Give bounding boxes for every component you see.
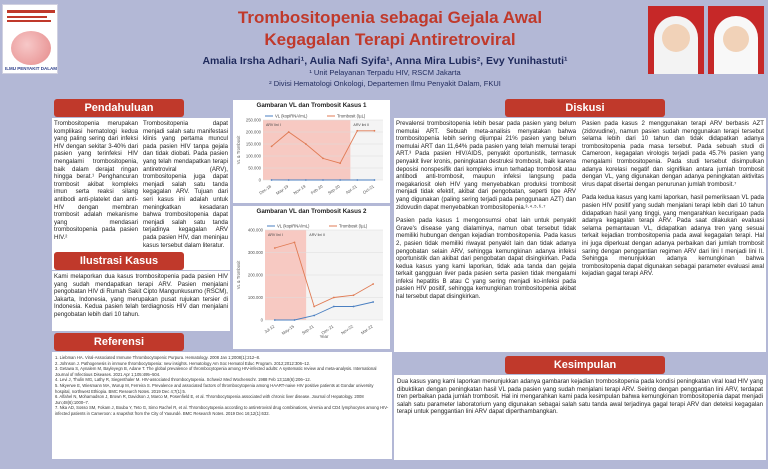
ilustrasi-box: [52, 271, 230, 331]
poster-title-line2: Kegagalan Terapi Antiretroviral: [264, 30, 516, 49]
reference-item: 6. Alfahel N, Mohamadson J, Brown R, Davidson J, Marco M, Posenfield E, et al. Thrombocytopenia associated with chronic liver disease. Journal of Hepatology. 2008 Jun;48(6):1000–7.: [55, 394, 364, 405]
reference-item: 7. Nka AD, Sosso SM, Fokam J, Bouba Y, Teto G, Simo Rachel R, et al. Thrombocytopenia according to antiretroviral drug combinations, viremia and CD4 lymphocytes among HIV-infected patients in Cameroon: a snapshot from the City of Yaoundé. BMC Research Notes. 2019 Dec 16;12(1):632.: [55, 405, 389, 416]
chart-kasus-2: [233, 206, 390, 349]
chart-x-tick-label: May-19: [274, 183, 290, 196]
chart-point: [313, 315, 315, 317]
chart-x-tick-label: Apr-21: [344, 183, 358, 196]
chart-band: [350, 120, 383, 180]
reference-item: 4. Levi J, Thulin MG, Lathy R, Siegenthaler M. HIV-associated thrombocytopenia. Schweiz Med Wochenschr. 1988 Feb 13;118(6):206–12.: [55, 377, 311, 383]
logo-caption: ILMU PENYAKIT DALAM: [4, 66, 58, 71]
chart-point: [353, 294, 355, 296]
chart-y-tick-label: 50.000: [248, 165, 261, 171]
legend-label: Trombosit (/µL): [337, 113, 366, 119]
chart-band-label: ARV lini II: [353, 123, 370, 127]
reference-item: 1. Liebman HA. Viral-Associated Immune Thrombocytopenic Purpura. Hematology. 2008 Jan 1;2008(1):212–8.: [55, 355, 261, 360]
chart-2-svg: [233, 206, 390, 349]
chart-x-tick-label: Dec-18: [258, 183, 273, 196]
section-kesimpulan-title: Kesimpulan: [505, 356, 665, 374]
poster-title-line1: Trombositopenia sebagai Gejala Awal: [237, 8, 543, 27]
author-photo-2: [708, 6, 764, 74]
section-referensi-title: Referensi: [54, 333, 184, 351]
chart-1-svg: [233, 100, 390, 203]
chart-point: [372, 283, 374, 285]
diskusi-paragraph: Pasien pada kasus 1 mengonsumsi obat lain untuk penyakit Grave's disease yang dialaminya, namun obat tersebut tidak memiliki hubungan dengan kejadian trombositopenia. Pada kasus 2, pasien tidak memiliki riwayat penyakit lain dan tidak adanya pengobatan selain ARV, sehingga kemungkinan adanya infeksi oportunistik dan akibat dari pengobatan dapat disingkirkan. Pada kedua kasus yang kami laporkan, tidak ada tanda dan gejala terkait gangguan liver pada pasien serta pasien tidak mengalami infeksi hepatitis B atau C yang sering menjadi ko-infeksi pada pasien HIV positif, sehingga kemungkinan trombositopenia akibat hal tersebut dapat disingkirkan.: [396, 217, 576, 301]
chart-1-title: Gambaran VL dan Trombosit Kasus 1: [256, 102, 367, 109]
chart-y-tick-label: 200.000: [247, 272, 263, 278]
chart-y-tick-label: 300.000: [247, 250, 263, 255]
chart-x-tick-label: May-15: [280, 323, 296, 336]
chart-x-tick-label: Oct-21: [361, 183, 376, 196]
chart-y-tick-label: 250.000: [245, 117, 261, 123]
chart-point: [288, 179, 290, 181]
pendahuluan-text-col1: Trombositopenia merupakan komplikasi hematologi kedua yang paling sering dari infeksi HIV dengan sekitar 3-40% dari pasien yang terinfeksi HIV mengalami trombositopenia, baik dalam derajat ringan hingga berat.¹ Penghancuran trombosit akibat kompleks imun serta reaksi silang antibodi anti-platelet dan anti-HIV dengan membran trombosit adalah mekanisme yang mendasari trombositopenia pada pasien HIV.²: [54, 120, 138, 241]
chart-point: [294, 241, 296, 243]
chart-point: [339, 179, 341, 181]
chart-point: [374, 130, 376, 132]
chart-y-tick-label: 200.000: [245, 129, 261, 135]
chart-point: [333, 306, 335, 308]
ilustrasi-text: Kami melaporkan dua kasus trombositopenia pada pasien HIV yang sudah mendapatkan terapi ARV. Pasien menjalani pengobatan HIV di Rumah Sakit Cipto Mangunkusumo (RSCM), Jakarta, Indonesia, yang merupakan pusat rujukan tersier di Indonesia. Kedua pasien telah terdiagnosis HIV dan menjalani pengobatan lebih dari 10 tahun.: [54, 273, 228, 318]
chart-x-tick-label: Dec-21: [320, 323, 335, 336]
chart-point: [271, 179, 273, 181]
legend-label: Trombosit (/µL): [339, 223, 368, 229]
chart-point: [339, 162, 341, 164]
pendahuluan-text-col2: Trombositopenia dapat menjadi salah satu manifestasi klinis yang pertama muncul pada pasien HIV tanpa gejala dan tidak diobati. Pada pasien yang telah mendapatkan terapi antiretroviral (ARV), trombositopenia juga dapat menjadi salah satu tanda kegagalan ARV. Tujuan dari seri kasus ini adalah untuk meningkatkan kesadaran bahwa trombositopenia dapat menjadi salah satu tanda terjadinya kegagalan ARV pada pasien HIV, dan meninjau kasus tersebut dalam literatur.: [143, 120, 228, 249]
diskusi-col2: [582, 120, 764, 278]
section-ilustrasi-title: Ilustrasi Kasus: [54, 252, 184, 270]
section-pendahuluan-title: Pendahuluan: [54, 99, 184, 117]
diskusi-box: [394, 118, 766, 352]
chart-y-axis-label: VL & Trombosit: [236, 260, 241, 290]
chart-x-tick-label: Nov-22: [340, 323, 355, 336]
diskusi-col1: [396, 120, 576, 301]
reference-list: [55, 355, 389, 417]
reference-item: 5. Nkyerwe E, Wiesmann MA, Wurup M, Ferreira S. Prevalence and associated factors of thrombocytopenia among HAART-naive HIV positive patients at Gondar university hospital, northwest Ethiopia. BMC Research Notes. 2019 Dec 4;7(1):5.: [55, 382, 374, 394]
legend-label: VL (kopiRNA/mL): [275, 113, 308, 119]
chart-y-tick-label: 150.000: [245, 141, 261, 147]
chart-kasus-1: [233, 100, 390, 203]
diskusi-paragraph: Pasien pada kasus 2 menggunakan terapi ARV berbasis AZT (zidovudine), namun pasien sudah menggunakan terapi tersebut selama lebih dari 10 tahun dan tidak didapatkan adanya trombositopenia pada masa tersebut. Pada sebuah studi di Cameroon, kegagalan virologis terjadi pada 45.7% pasien yang mengalami trombositopenia. Pada studi tersebut disimpulkan adanya korelasi negatif dan signifikan antara jumlah trombosit dengan VL, yang digunakan dengan adanya peningkatan aktivitas virus dapat disertai dengan penurunan jumlah trombosit.⁷: [582, 120, 764, 188]
chart-point: [274, 247, 276, 249]
chart-point: [374, 179, 376, 181]
chart-point: [313, 306, 315, 308]
chart-point: [305, 143, 307, 145]
chart-point: [333, 297, 335, 299]
chart-y-axis-label: VL & Trombosit: [236, 135, 241, 165]
chart-point: [305, 179, 307, 181]
logo-emblem-icon: [11, 31, 51, 65]
chart-2-title: Gambaran VL dan Trombosit Kasus 2: [256, 208, 367, 215]
pendahuluan-box: [52, 118, 230, 270]
chart-point: [322, 179, 324, 181]
affiliation-2: ² Divisi Hematologi Onkologi, Departemen Ilmu Penyakit Dalam, FKUI: [269, 79, 501, 88]
section-diskusi-title: Diskusi: [505, 99, 665, 117]
chart-point: [353, 306, 355, 308]
chart-x-tick-label: Jul-12: [263, 323, 276, 335]
chart-y-tick-label: 400.000: [247, 227, 263, 233]
chart-y-tick-label: 100.000: [245, 153, 261, 159]
chart-y-tick-label: 100.000: [247, 295, 263, 300]
logo: [2, 4, 58, 74]
chart-x-tick-label: Sep-21: [300, 323, 315, 336]
header: [0, 0, 768, 92]
chart-x-tick-label: Feb-20: [309, 183, 324, 196]
legend-label: VL (kopiRNA/mL): [277, 223, 310, 229]
authors: Amalia Irsha Adhari¹, Aulia Nafi Syifa¹, Anna Mira Lubis², Evy Yunihastuti¹: [202, 55, 568, 67]
kesimpulan-box: [394, 375, 766, 460]
chart-band-label: ARV lini I: [268, 233, 283, 237]
chart-point: [274, 319, 276, 321]
chart-point: [372, 301, 374, 303]
chart-x-tick-label: Nov-19: [292, 183, 307, 196]
chart-point: [271, 146, 273, 148]
reference-item: 2. Johnson J. Pathogenesis in immune thrombocytopenia: new insights. Hematology Am Soc Hematol Educ Program. 2012;2012:306–12.: [55, 360, 311, 366]
diskusi-paragraph: Pada kedua kasus yang kami laporkan, hasil pemeriksaan VL pada pasien HIV positif yang sudah menjalani terapi lebih dari 10 tahun didapatkan hasil yang tinggi, yang mengarahkan kecurigaan pada adanya kegagalan terapi ARV. Pada saat dilakukan evaluasi selama pemantauan VL, didapatkan adanya tren yang sesuai terkait kejadian trombositopenia pada awal kegagalan terapi. Hal ini juga diperkuat dengan adanya perbaikan dari jumlah trombosit saring dengan penggantian regimen ARV dari lini I menjadi lini II. Sehingga menunjukkan adanya kemungkinan bahwa trombositopenia dapat digunakan sebagai parameter evaluasi awal kejadian gagal terapi ARV.: [582, 194, 764, 278]
chart-y-tick-label: 0: [258, 177, 261, 183]
diskusi-paragraph: Prevalensi trombositopenia lebih besar pada pasien yang belum memulai ART. Sebuah meta-analisis menyatakan bahwa trombositopenia lebih sering dijumpai 21% pasien yang belum memulai ART dan 11,64% pada pasien yang telah memulai terapi ART.³ Pada pasien HIV/AIDS, penyakit oportunistik, termasuk penyakit liver kronis, peningkatan destruksi trombosit, baik karena deposisi nonspesifik dari kompleks imun terhadap trombosit atau antibodi anti-trombosit, maupun infeksi langsung pada megakariosit oleh HIV yang menyebabkan produksi trombosit menjadi tidak efektif, akibat dari pengobatan, seperti tipe ARV yang digunakan (paling sering terjadi pada penggunaan AZT) dan zidovudin dapat menyebabkan trombositopenia.³·⁴·⁵·⁶·⁷: [396, 120, 576, 211]
chart-point: [294, 319, 296, 321]
chart-band: [263, 120, 350, 180]
chart-y-tick-label: 0: [260, 317, 263, 323]
chart-point: [356, 179, 358, 181]
chart-band-label: ARV lini I: [266, 123, 281, 127]
chart-x-tick-label: Mar-22: [360, 323, 374, 336]
affiliation-1: ¹ Unit Pelayanan Terpadu HIV, RSCM Jakarta: [309, 68, 461, 77]
chart-x-axis-label: Year: [319, 334, 329, 339]
kesimpulan-text: Dua kasus yang kami laporkan menunjukkan adanya gambaran kejadian trombositopenia pada kondisi peningkatan viral load HIV yang dibuktikan dengan peningkatan hasil VL pada pasien yang sudah menjalani terapi ARV. Seiring dengan penggantian lini ARV, terdapat tren perbaikan pada jumlah trombosit. Hal ini mengarahkan kami pada kesimpulan bahwa kemungkinan trombositopenia dapat menjadi salah satu parameter laboratorium yang digunakan sebagai salah satu tanda awal terjadinya gagal terapi ARV dan deteksi kegagalan terapi untuk penggantian lini ARV dapat diperthambangkan.: [397, 378, 763, 416]
reference-item: 3. Getawa S, Aynalem M, Bayleyegn B, Adane T. The global prevalence of thrombocytopenia among HIV-infected adults: A systematic review and meta-analysis. International Journal of Infectious Diseases. 2021 Apr 1;105:495–504.: [55, 366, 377, 377]
referensi-box: [52, 352, 392, 459]
chart-x-tick-label: Sep-20: [326, 183, 341, 196]
author-photo-1: [648, 6, 704, 74]
chart-point: [288, 131, 290, 133]
chart-point: [356, 130, 358, 132]
chart-band-label: ARV lini II: [309, 233, 326, 237]
chart-point: [322, 158, 324, 160]
